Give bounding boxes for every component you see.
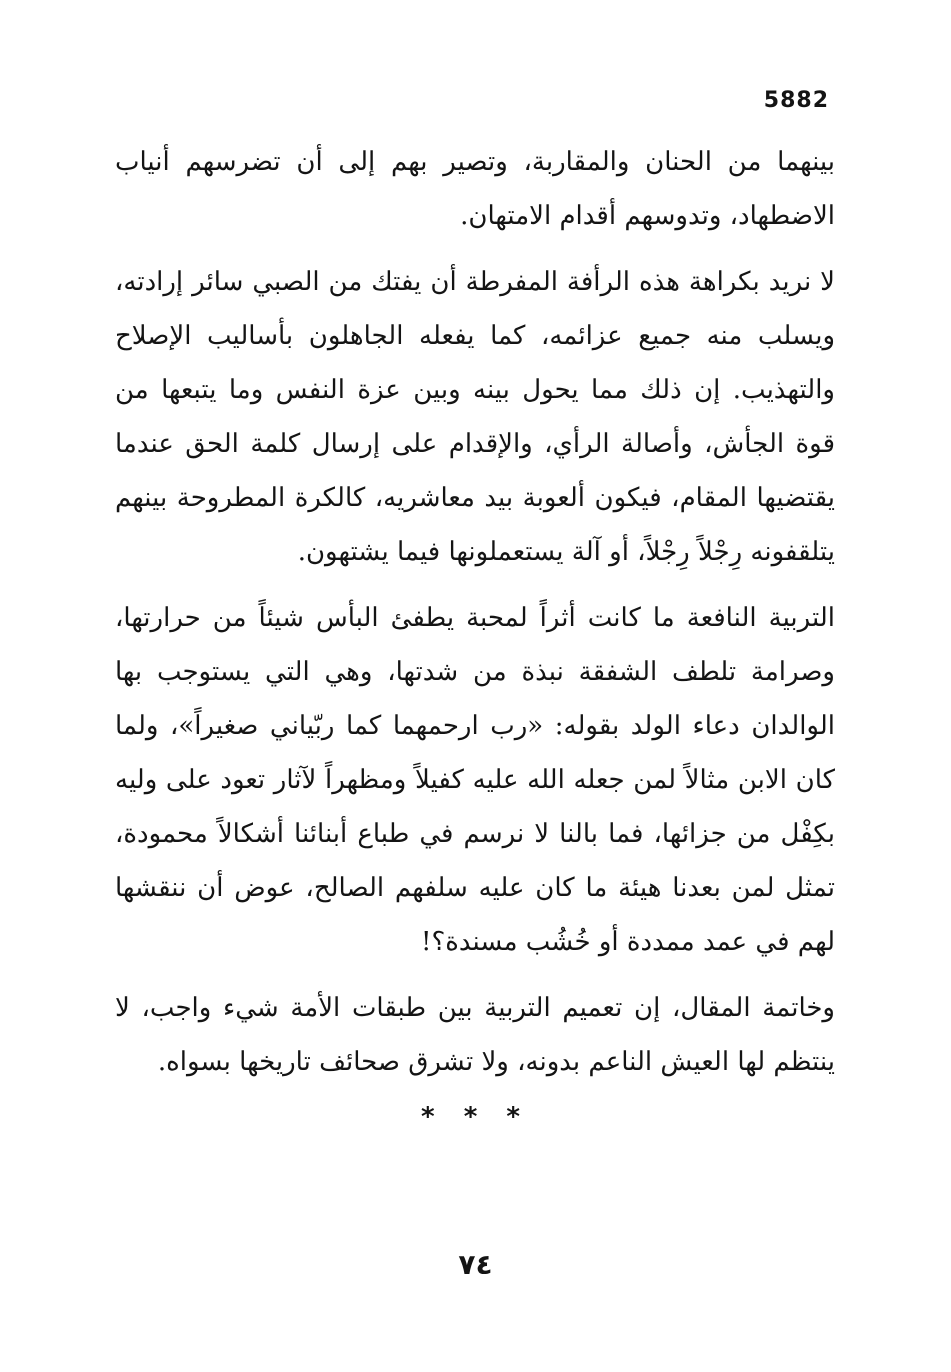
body-text bbox=[115, 135, 835, 1101]
paragraph-4: وخاتمة المقال، إن تعميم التربية بين طبقات الأمة شيء واجب، لا ينتظم لها العيش الناعم بدونه، ولا تشرق صحائف تاريخها بسواه. bbox=[115, 993, 835, 1077]
paragraph-2: لا نريد بكراهة هذه الرأفة المفرطة أن يفتك من الصبي سائر إرادته، ويسلب منه جميع عزائمه، كما يفعله الجاهلون بأساليب الإصلاح والتهذيب. إن ذلك مما يحول بينه وبين عزة النفس وما يتبعها من قوة الجأش، وأصالة الرأي، والإقدام على إرسال كلمة الحق عندما يقتضيها المقام، فيكون ألعوبة بيد معاشريه، كالكرة المطروحة بينهم يتلقفونه رِجْلاً رِجْلاً، أو آلة يستعملونها فيما يشتهون. bbox=[115, 267, 835, 567]
paragraph-3: التربية النافعة ما كانت أثراً لمحبة يطفئ البأس شيئاً من حرارتها، وصرامة تلطف الشفقة نبذة من شدتها، وهي التي يستوجب بها الوالدان دعاء الولد بقوله: «رب ارحمهما كما ربّياني صغيراً»، ولما كان الابن مثالاً لمن جعله الله عليه كفيلاً ومظهراً لآثار تعود على وليه بكِفْل من جزائها، فما بالنا لا نرسم في طباع أبنائنا أشكالاً محمودة، تمثل لمن بعدنا هيئة ما كان عليه سلفهم الصالح، عوض أن ننقشها لهم في عمد ممددة أو خُشُب مسندة؟! bbox=[115, 603, 835, 957]
page-number: ٧٤ bbox=[458, 1248, 493, 1281]
paragraph-1: بينهما من الحنان والمقاربة، وتصير بهم إلى أن تضرسهم أنياب الاضطهاد، وتدوسهم أقدام الامتهان. bbox=[115, 147, 835, 231]
page-id: 5882 bbox=[763, 88, 829, 113]
section-separator: * * * bbox=[421, 1102, 530, 1132]
